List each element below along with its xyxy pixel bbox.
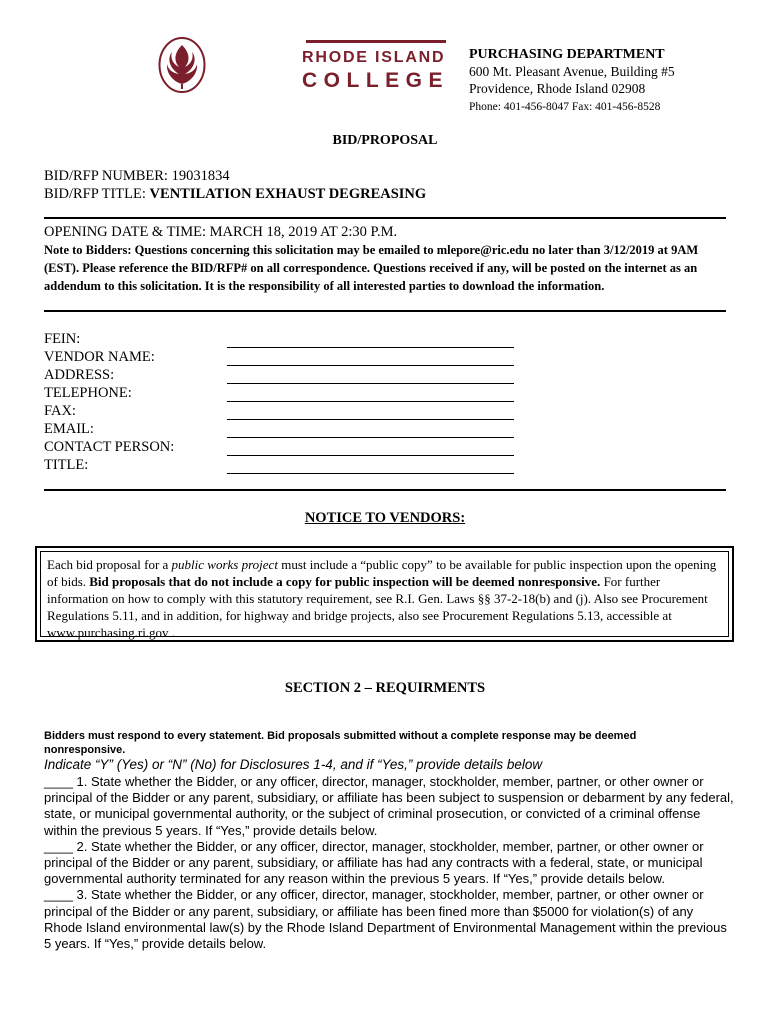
contact-person-label: CONTACT PERSON: xyxy=(44,439,175,455)
wordmark-line2: COLLEGE xyxy=(302,69,450,92)
notice-title: NOTICE TO VENDORS: xyxy=(304,510,466,526)
disclosure-2: ____ 2. State whether the Bidder, or any officer, director, manager, stockholder, member, partner, or other owner or principal of the Bidder or any parent, subsidiary, or affiliate has had any contracts with a federal, state, or municipal governmental authority terminated for any reason within the previous 5 years. If “Yes,” provide details below. xyxy=(44,838,704,887)
disclosure-instruction: Indicate “Y” (Yes) or “N” (No) for Disclosures 1-4, and if “Yes,” provide details below xyxy=(44,757,543,772)
rfp-title-value: VENTILATION EXHAUST DEGREASING xyxy=(149,186,427,202)
college-wordmark xyxy=(302,40,452,93)
contact-person-field[interactable] xyxy=(227,438,514,456)
wordmark-bar xyxy=(306,40,446,43)
address-label: ADDRESS: xyxy=(44,367,115,383)
disclosure-list xyxy=(44,774,734,952)
opening-date: OPENING DATE & TIME: MARCH 18, 2019 AT 2:30 P.M. xyxy=(44,224,398,240)
dept-address-line1: 600 Mt. Pleasant Avenue, Building #5 xyxy=(469,64,675,79)
address-field[interactable] xyxy=(227,366,514,384)
fein-field[interactable] xyxy=(227,330,514,348)
telephone-field[interactable] xyxy=(227,384,514,402)
notice-part3: For further information on how to comply with this statutory requirement, see R.I. Gen. Laws §§ 37-2-18(b) and (j). Also see Procurement Regulations 5.11, and in addition, for highway and bridge projects, also see Procurement Regulations 5.13, accessible at www.purchasing.ri.gov . xyxy=(47,574,708,640)
note-to-bidders: Note to Bidders: Questions concerning this solicitation may be emailed to mlepore@ric.edu no later than 3/12/2019 at 9AM (EST). Please reference the BID/RFP# on all correspondence. Questions received if any, will be posted on the internet as an addendum to this solicitation. It is the responsibility of all interested parties to download the information. xyxy=(44,243,699,293)
fein-label: FEIN: xyxy=(44,331,81,347)
section-2-title: SECTION 2 – REQUIRMENTS xyxy=(284,680,486,696)
dept-phone: Phone: 401-456-8047 Fax: 401-456-8528 xyxy=(469,101,661,113)
title-label: TITLE: xyxy=(44,457,89,473)
requirements-note: Bidders must respond to every statement. Bid proposals submitted without a complete response may be deemed nonresponsive. xyxy=(44,730,637,756)
wordmark-line1: RHODE ISLAND xyxy=(302,49,446,66)
fax-label: FAX: xyxy=(44,403,76,419)
disclosure-1: ____ 1. State whether the Bidder, or any officer, director, manager, stockholder, member, partner, or other owner or principal of the Bidder or any parent, subsidiary, or affiliate has been subject to suspension or debarment by any federal, state, or municipal governmental authority, or the subject of criminal prosecution, or convicted of a criminal offense within the previous 5 years. If “Yes,” provide details below. xyxy=(44,774,734,838)
notice-part2: must include a “public copy” to be available for public inspection upon the opening of bids. xyxy=(47,557,717,589)
rfp-number: BID/RFP NUMBER: 19031834 xyxy=(44,168,230,184)
divider-vendor xyxy=(44,489,726,491)
notice-bold: Bid proposals that do not include a copy for public inspection will be deemed nonresponsive. xyxy=(89,574,601,589)
title-field[interactable] xyxy=(227,456,514,474)
dept-address-line2: Providence, Rhode Island 02908 xyxy=(469,81,646,96)
notice-italic: public works project xyxy=(171,557,278,572)
divider-note xyxy=(44,310,726,312)
email-label: EMAIL: xyxy=(44,421,94,437)
dept-title: PURCHASING DEPARTMENT xyxy=(469,47,665,62)
vendor-name-label: VENDOR NAME: xyxy=(44,349,155,365)
email-field[interactable] xyxy=(227,420,514,438)
vendor-field-labels xyxy=(44,330,174,474)
notice-part1: Each bid proposal for a xyxy=(47,557,172,572)
vendor-name-field[interactable] xyxy=(227,348,514,366)
telephone-label: TELEPHONE: xyxy=(44,385,132,401)
disclosure-3: ____ 3. State whether the Bidder, or any officer, director, manager, stockholder, member, partner, or other owner or principal of the Bidder or any parent, subsidiary, or affiliate has been fined more than $5000 for violation(s) of any Rhode Island environmental law(s) by the Rhode Island Department of Environmental Management within the previous 5 years. If “Yes,” provide details below. xyxy=(44,887,727,952)
document-title: BID/PROPOSAL xyxy=(332,133,438,148)
purchasing-department-block xyxy=(469,46,675,116)
rfp-title-label: BID/RFP TITLE: xyxy=(44,186,150,202)
fax-field[interactable] xyxy=(227,402,514,420)
notice-box xyxy=(35,546,734,642)
college-logo xyxy=(157,36,207,94)
divider-top xyxy=(44,217,726,219)
rfp-title xyxy=(44,185,426,203)
vendor-field-lines xyxy=(227,330,514,474)
notice-text xyxy=(40,551,729,640)
